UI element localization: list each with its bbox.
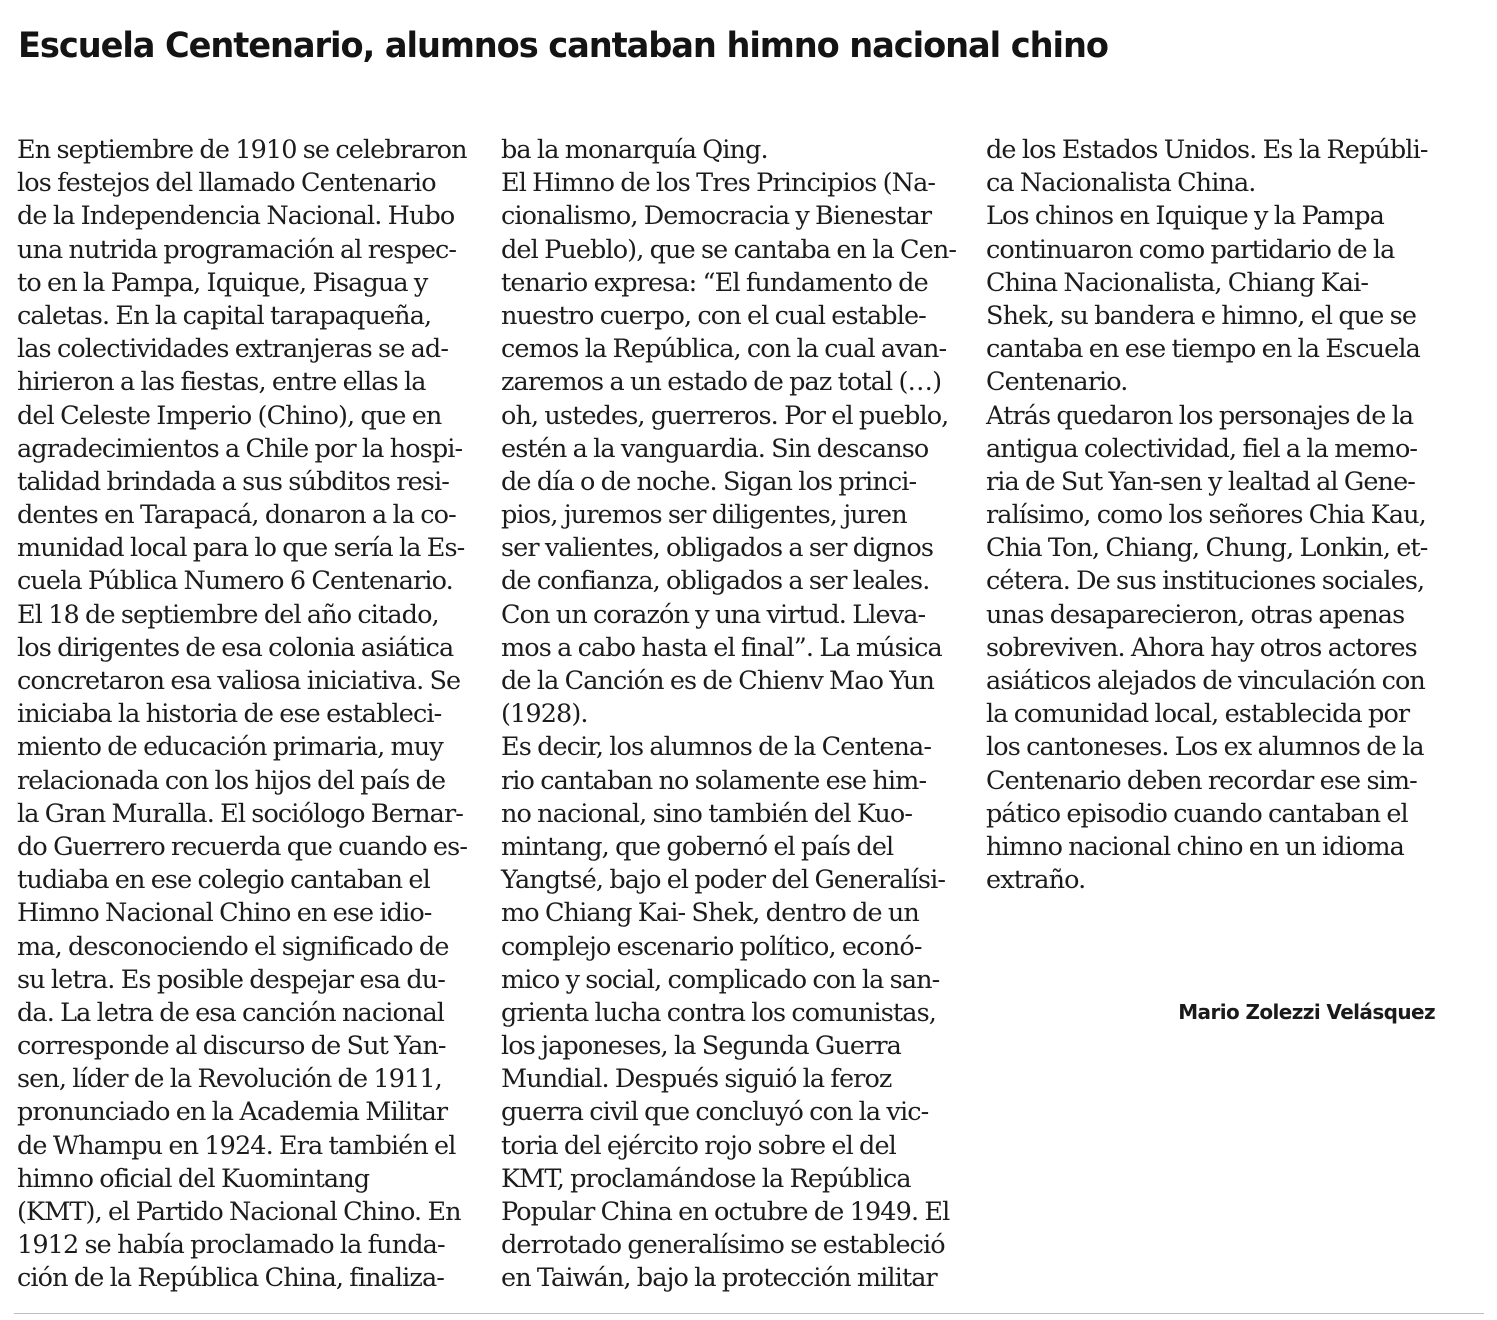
text-line: himno nacional chino en un idioma [986, 831, 1404, 862]
text-line: antigua colectividad, fiel a la memo- [986, 433, 1418, 464]
headline: Escuela Centenario, alumnos cantaban himno nacional chino [18, 26, 1108, 66]
text-line: oh, ustedes, guerreros. Por el pueblo, [501, 400, 949, 431]
text-line: cionalismo, Democracia y Bienestar [501, 201, 932, 232]
text-line: mintang, que gobernó el país del [501, 831, 894, 862]
text-line: miento de educación primaria, muy [17, 732, 443, 763]
text-line: toria del ejército rojo sobre el del [501, 1130, 896, 1161]
text-line: las colectividades extranjeras se ad- [17, 334, 449, 365]
text-line: tudiaba en ese colegio cantaban el [17, 865, 430, 896]
text-line: talidad brindada a sus súbditos resi- [17, 466, 449, 497]
text-line: (1928). [501, 699, 588, 730]
text-line: En septiembre de 1910 se celebraron [17, 135, 467, 165]
text-line: hirieron a las fiestas, entre ellas la [17, 367, 426, 398]
text-line: ria de Sut Yan-sen y lealtad al Gene- [986, 466, 1415, 497]
text-line: los japoneses, la Segunda Guerra [501, 1031, 901, 1062]
bottom-divider [14, 1313, 1484, 1314]
text-line: cemos la República, con la cual avan- [501, 334, 947, 365]
article-column-3 [986, 134, 1446, 897]
text-line: to en la Pampa, Iquique, Pisagua y [17, 267, 428, 298]
text-line: agradecimientos a Chile por la hospi- [17, 433, 463, 464]
text-line: Himno Nacional Chino en ese idio- [17, 898, 432, 929]
text-line: los festejos del llamado Centenario [17, 168, 436, 199]
text-line: unas desaparecieron, otras apenas [986, 599, 1405, 630]
text-line: cétera. De sus instituciones sociales, [986, 566, 1425, 597]
text-line: zaremos a un estado de paz total (…) [501, 367, 942, 398]
text-line: en Taiwán, bajo la protección militar [501, 1263, 937, 1294]
text-line: relacionada con los hijos del país de [17, 765, 446, 796]
text-line: continuaron como partidario de la [986, 234, 1395, 265]
text-line: tenario expresa: “El fundamento de [501, 267, 928, 298]
text-line: do Guerrero recuerda que cuando es- [17, 831, 468, 862]
text-line: Es decir, los alumnos de la Centena- [501, 732, 932, 763]
text-line: Centenario. [986, 367, 1128, 398]
text-line: su letra. Es posible despejar esa du- [17, 964, 445, 995]
text-line: Shek, su bandera e himno, el que se [986, 300, 1417, 331]
text-line: ba la monarquía Qing. [501, 135, 768, 165]
text-line: sen, líder de la Revolución de 1911, [17, 1064, 442, 1095]
text-line: dentes en Tarapacá, donaron a la co- [17, 500, 456, 531]
text-line: de los Estados Unidos. Es la Repúbli- [986, 135, 1428, 165]
text-line: pios, juremos ser diligentes, juren [501, 500, 907, 531]
text-line: pronunciado en la Academia Militar [17, 1097, 448, 1128]
text-line: sobreviven. Ahora hay otros actores [986, 632, 1417, 663]
text-line: mo Chiang Kai- Shek, dentro de un [501, 898, 919, 929]
text-line: Mundial. Después siguió la feroz [501, 1064, 892, 1095]
text-line: Yangtsé, bajo el poder del Generalísi- [501, 865, 946, 896]
text-line: no nacional, sino también del Kuo- [501, 798, 913, 829]
text-line: El Himno de los Tres Principios (Na- [501, 168, 936, 199]
text-line: mos a cabo hasta el final”. La música [501, 632, 942, 663]
article-column-1 [17, 134, 477, 1296]
text-line: (KMT), el Partido Nacional Chino. En [17, 1197, 461, 1227]
text-line: mico y social, complicado con la san- [501, 964, 940, 995]
text-line: Atrás quedaron los personajes de la [986, 400, 1414, 431]
text-line: los dirigentes de esa colonia asiática [17, 632, 454, 663]
text-line: caletas. En la capital tarapaqueña, [17, 300, 432, 331]
text-line: extraño. [986, 865, 1086, 896]
text-line: Los chinos en Iquique y la Pampa [986, 201, 1384, 232]
text-line: del Celeste Imperio (Chino), que en [17, 400, 442, 431]
article-column-2 [501, 134, 961, 1296]
text-line: himno oficial del Kuomintang [17, 1163, 370, 1194]
text-line: concretaron esa valiosa iniciativa. Se [17, 666, 461, 696]
text-line: China Nacionalista, Chiang Kai- [986, 267, 1369, 298]
text-line: cuela Pública Numero 6 Centenario. [17, 566, 453, 597]
text-line: de la Canción es de Chienv Mao Yun [501, 666, 934, 696]
text-line: pático episodio cuando cantaban el [986, 798, 1408, 829]
text-line: asiáticos alejados de vinculación con [986, 666, 1425, 696]
text-line: Popular China en octubre de 1949. El [501, 1197, 950, 1227]
text-line: cantaba en ese tiempo en la Escuela [986, 334, 1420, 365]
text-line: El 18 de septiembre del año citado, [17, 599, 439, 630]
text-line: de confianza, obligados a ser leales. [501, 566, 930, 597]
text-line: de la Independencia Nacional. Hubo [17, 201, 455, 232]
text-line: guerra civil que concluyó con la vic- [501, 1097, 929, 1128]
text-line: de Whampu en 1924. Era también el [17, 1130, 456, 1161]
text-line: Centenario deben recordar ese sim- [986, 765, 1417, 796]
text-line: grienta lucha contra los comunistas, [501, 997, 936, 1028]
text-line: del Pueblo), que se cantaba en la Cen- [501, 234, 957, 265]
text-line: munidad local para lo que sería la Es- [17, 533, 465, 564]
text-line: da. La letra de esa canción nacional [17, 997, 445, 1028]
text-line: una nutrida programación al respec- [17, 234, 457, 265]
text-line: nuestro cuerpo, con el cual estable- [501, 300, 926, 331]
text-line: la Gran Muralla. El sociólogo Bernar- [17, 798, 463, 829]
text-line: ser valientes, obligados a ser dignos [501, 533, 934, 564]
text-line: estén a la vanguardia. Sin descanso [501, 433, 929, 464]
text-line: ca Nacionalista China. [986, 168, 1256, 199]
text-line: los cantoneses. Los ex alumnos de la [986, 732, 1424, 763]
text-line: ralísimo, como los señores Chia Kau, [986, 500, 1426, 531]
text-line: corresponde al discurso de Sut Yan- [17, 1031, 446, 1062]
text-line: KMT, proclamándose la República [501, 1163, 911, 1194]
text-line: derrotado generalísimo se estableció [501, 1230, 945, 1261]
text-line: de día o de noche. Sigan los princi- [501, 466, 917, 497]
author-byline: Mario Zolezzi Velásquez [1178, 1000, 1435, 1024]
text-line: Con un corazón y una virtud. Lleva- [501, 599, 926, 630]
text-line: ma, desconociendo el significado de [17, 931, 449, 962]
text-line: complejo escenario político, econó- [501, 931, 922, 962]
text-line: iniciaba la historia de ese estableci- [17, 699, 442, 730]
text-line: rio cantaban no solamente ese him- [501, 765, 927, 796]
text-line: ción de la República China, finaliza- [17, 1263, 444, 1294]
text-line: Chia Ton, Chiang, Chung, Lonkin, et- [986, 533, 1428, 564]
text-line: 1912 se había proclamado la funda- [17, 1230, 445, 1261]
text-line: la comunidad local, establecida por [986, 699, 1410, 730]
